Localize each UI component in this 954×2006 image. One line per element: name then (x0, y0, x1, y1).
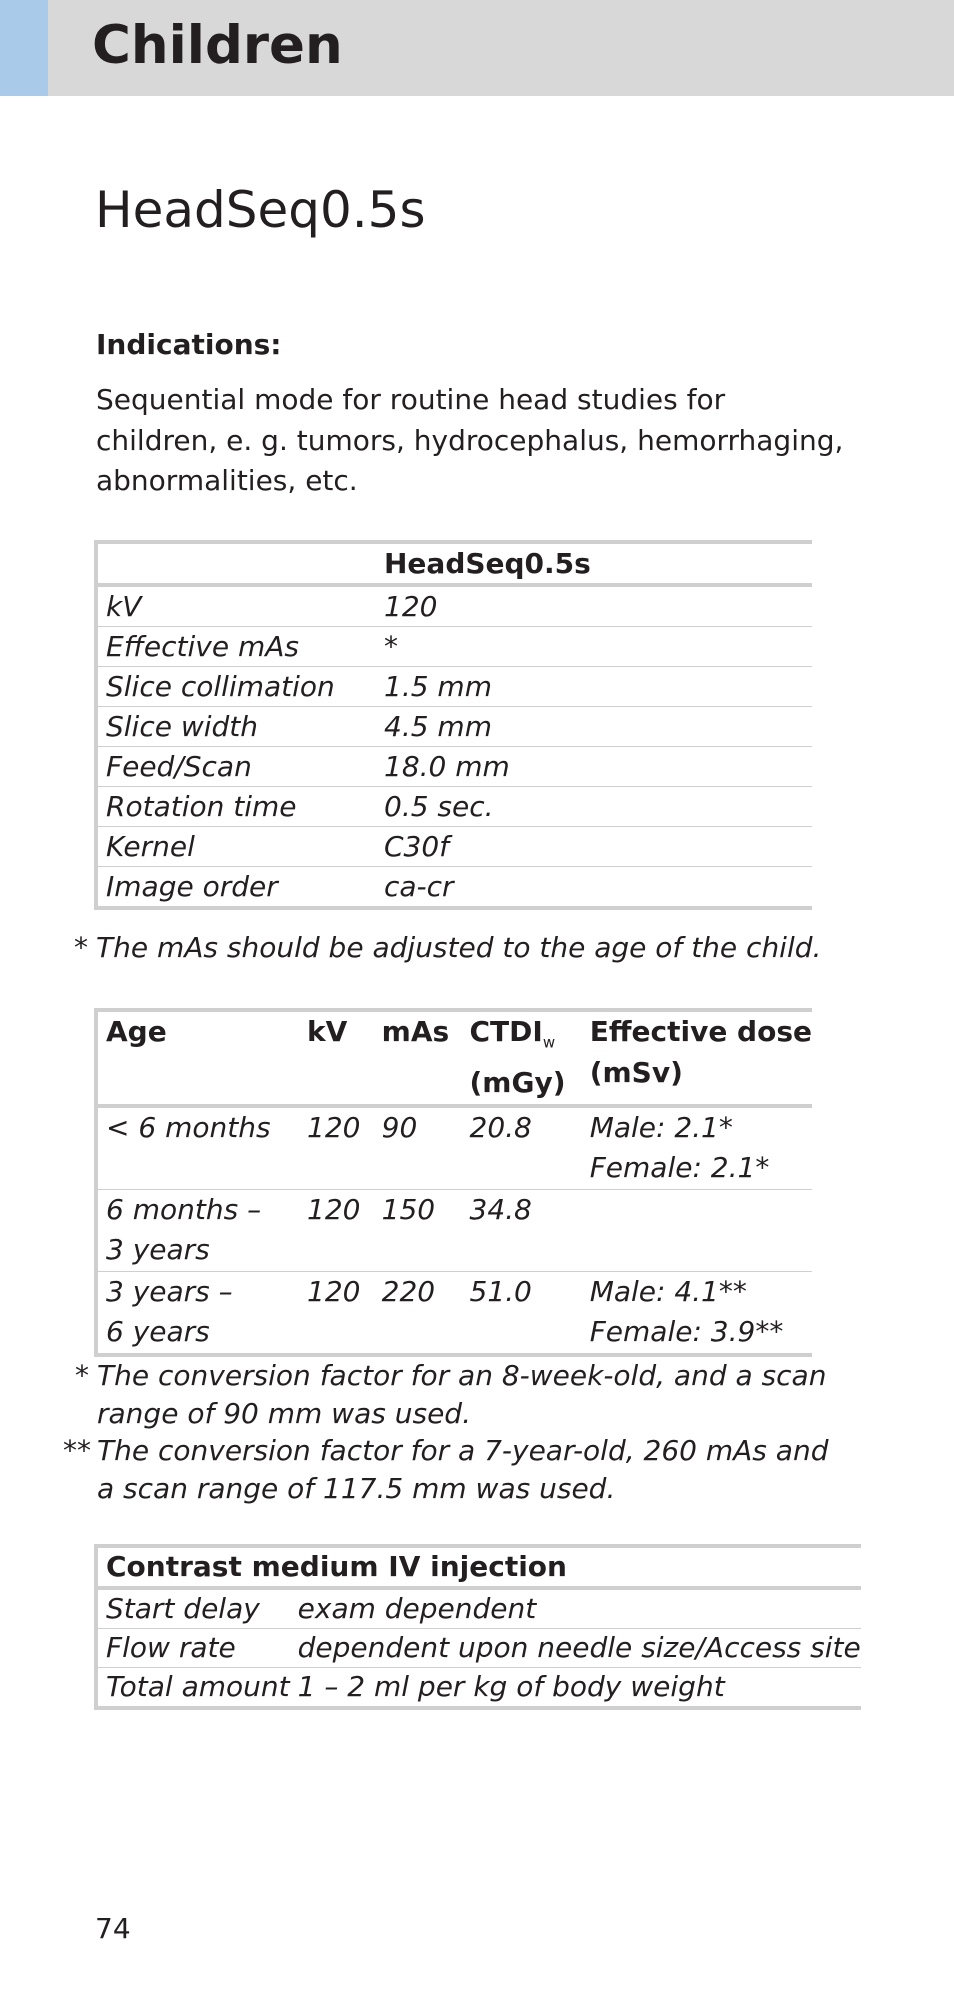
contrast-label: Total amount (96, 1668, 290, 1709)
table-header-protocol: HeadSeq0.5s (376, 542, 812, 585)
contrast-value: dependent upon needle size/Access site (290, 1629, 861, 1668)
table-row (96, 747, 812, 787)
table-row (96, 585, 812, 627)
param-value: 0.5 sec. (376, 787, 812, 827)
table-row (96, 627, 812, 667)
indications-text (96, 380, 856, 502)
table-row (96, 1629, 861, 1668)
footnote-mark: * (75, 1359, 89, 1392)
ctdi-subscript: w (542, 1033, 556, 1052)
param-label: kV (96, 585, 376, 627)
header-kv: kV (299, 1010, 374, 1106)
ctdi-cell: 34.8 (462, 1189, 582, 1271)
mas-cell: 150 (374, 1189, 462, 1271)
footnote-mark: ** (63, 1434, 91, 1467)
param-value: 4.5 mm (376, 707, 812, 747)
protocol-title: HeadSeq0.5s (95, 181, 426, 239)
header-dose (582, 1010, 812, 1106)
contrast-value: exam dependent (290, 1588, 861, 1629)
kv-cell: 120 (299, 1106, 374, 1190)
param-label: Kernel (96, 827, 376, 867)
footnote-line: The conversion factor for an 8-week-old, and a scan (97, 1359, 827, 1392)
header-mas: mAs (374, 1010, 462, 1106)
dose-label: Effective dose (589, 1015, 812, 1048)
param-value: ca-cr (376, 867, 812, 909)
ctdi-cell: 20.8 (462, 1106, 582, 1190)
indications-line: children, e. g. tumors, hydrocephalus, hemorrhaging, (96, 423, 844, 457)
contrast-heading: Contrast medium IV injection (96, 1546, 861, 1588)
table-row (96, 707, 812, 747)
dose-cell (582, 1189, 812, 1271)
table-row (96, 1271, 812, 1355)
age-cell (96, 1189, 299, 1271)
param-value: 1.5 mm (376, 667, 812, 707)
contrast-label: Flow rate (96, 1629, 290, 1668)
contrast-table (94, 1544, 861, 1710)
conversion-footnote-1 (75, 1357, 867, 1432)
param-value: 18.0 mm (376, 747, 812, 787)
footnote-mark: * (74, 931, 88, 964)
contrast-value: 1 – 2 ml per kg of body weight (290, 1668, 861, 1709)
header-ctdi (462, 1010, 582, 1106)
page-number: 74 (95, 1912, 131, 1945)
param-label: Rotation time (96, 787, 376, 827)
mas-cell: 220 (374, 1271, 462, 1355)
ctdi-label: CTDI (469, 1015, 543, 1048)
footnote-line: The conversion factor for a 7-year-old, 260 mAs and (97, 1434, 829, 1467)
ctdi-unit: (mGy) (469, 1066, 566, 1100)
age-dose-table (94, 1008, 812, 1357)
table-header-row (96, 1546, 861, 1588)
footnote-line: range of 90 mm was used. (97, 1396, 471, 1430)
parameters-table (94, 540, 812, 910)
dose-unit: (mSv) (589, 1055, 683, 1089)
header-accent-bar (0, 0, 48, 96)
dose-line: Female: 2.1* (589, 1151, 770, 1185)
indications-heading: Indications: (96, 328, 282, 361)
age-line: 3 years – (106, 1274, 233, 1308)
mas-cell: 90 (374, 1106, 462, 1190)
indications-line: abnormalities, etc. (96, 464, 358, 497)
age-line: < 6 months (106, 1110, 271, 1144)
table-row (96, 667, 812, 707)
table-header-empty (96, 542, 376, 585)
footnote-line: a scan range of 117.5 mm was used. (97, 1471, 616, 1505)
contrast-label: Start delay (96, 1588, 290, 1629)
table-row (96, 867, 812, 909)
age-line: 3 years (106, 1233, 210, 1267)
kv-cell: 120 (299, 1271, 374, 1355)
table-row (96, 787, 812, 827)
table-row (96, 1668, 861, 1709)
dose-line: Male: 2.1* (589, 1110, 733, 1144)
dose-cell (582, 1106, 812, 1190)
age-cell (96, 1106, 299, 1190)
param-value: * (376, 627, 812, 667)
footnote-text: The mAs should be adjusted to the age of the child. (96, 931, 822, 964)
param-label: Slice collimation (96, 667, 376, 707)
age-line: 6 months – (106, 1192, 262, 1226)
dose-line: Male: 4.1** (589, 1274, 747, 1308)
table-row (96, 1588, 861, 1629)
param-label: Image order (96, 867, 376, 909)
table-header-row (96, 542, 812, 585)
dose-cell (582, 1271, 812, 1355)
section-title: Children (92, 15, 343, 76)
header-age: Age (96, 1010, 299, 1106)
dose-line: Female: 3.9** (589, 1315, 784, 1349)
table-header-row (96, 1010, 812, 1106)
age-line: 6 years (106, 1315, 210, 1349)
table-row (96, 1189, 812, 1271)
mas-footnote (74, 929, 856, 967)
param-label: Feed/Scan (96, 747, 376, 787)
ctdi-cell: 51.0 (462, 1271, 582, 1355)
param-label: Slice width (96, 707, 376, 747)
indications-line: Sequential mode for routine head studies for (96, 383, 726, 416)
param-value: C30f (376, 827, 812, 867)
conversion-footnote-2 (63, 1432, 867, 1507)
kv-cell: 120 (299, 1189, 374, 1271)
table-row (96, 827, 812, 867)
param-label: Effective mAs (96, 627, 376, 667)
param-value: 120 (376, 585, 812, 627)
age-cell (96, 1271, 299, 1355)
table-row (96, 1106, 812, 1190)
